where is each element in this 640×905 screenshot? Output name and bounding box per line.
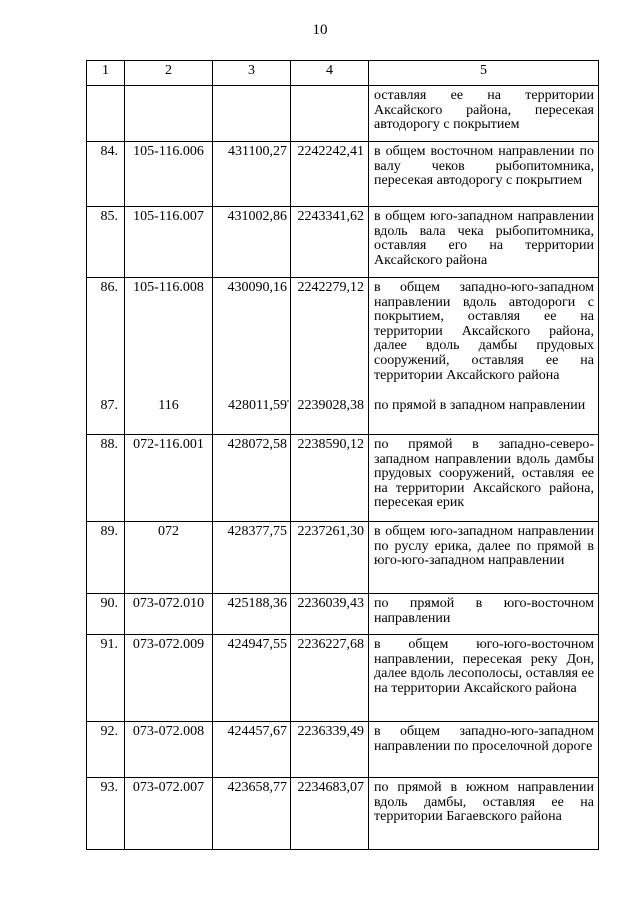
coord-x <box>213 86 291 142</box>
coord-x: 428011,59 <box>213 396 291 435</box>
table-row <box>87 522 599 594</box>
point-number: 86. <box>87 278 125 396</box>
point-code: 073-072.007 <box>125 778 213 850</box>
table-row <box>87 594 599 635</box>
header-col-2: 2 <box>125 61 213 86</box>
coord-x: 423658,77 <box>213 778 291 850</box>
point-code: 105-116.006 <box>125 142 213 207</box>
point-code <box>125 86 213 142</box>
point-code: 105-116.008 <box>125 278 213 396</box>
coord-y: 2236227,68 <box>291 635 369 722</box>
point-code: 105-116.007 <box>125 207 213 278</box>
point-number: 93. <box>87 778 125 850</box>
point-number: 84. <box>87 142 125 207</box>
route-description: в общем западно-юго-западном направлении по проселочной дороге <box>369 722 599 778</box>
coord-x: 431002,86 <box>213 207 291 278</box>
header-col-1: 1 <box>87 61 125 86</box>
header-col-4: 4 <box>291 61 369 86</box>
coord-x: 424457,67 <box>213 722 291 778</box>
point-number: 90. <box>87 594 125 635</box>
point-code: 073-072.010 <box>125 594 213 635</box>
coord-y: 2239028,38 <box>291 396 369 435</box>
point-number <box>87 86 125 142</box>
coord-x: 430090,16 <box>213 278 291 396</box>
coord-x: 431100,27 <box>213 142 291 207</box>
point-code: 072-116.001 <box>125 435 213 522</box>
point-code: 116 <box>125 396 213 435</box>
table-row <box>87 722 599 778</box>
route-description: в общем юго-юго-восточном направлении, пересекая реку Дон, далее вдоль лесополосы, оставляя ее на территории Аксайского района <box>369 635 599 722</box>
point-number: 85. <box>87 207 125 278</box>
table-row <box>87 435 599 522</box>
point-number: 88. <box>87 435 125 522</box>
coord-y: 2236039,43 <box>291 594 369 635</box>
table-row <box>87 396 599 435</box>
route-description: в общем западно-юго-западном направлении вдоль автодороги с покрытием, оставляя ее на территории Аксайского района, далее вдоль дамбы прудовых сооружений, оставляя ее на территории Аксайского района <box>369 278 599 396</box>
header-col-3: 3 <box>213 61 291 86</box>
coord-x: 428377,75 <box>213 522 291 594</box>
coord-y <box>291 86 369 142</box>
route-description: по прямой в юго-восточном направлении <box>369 594 599 635</box>
coord-x: 428072,58 <box>213 435 291 522</box>
coord-y: 2237261,30 <box>291 522 369 594</box>
point-code: 073-072.008 <box>125 722 213 778</box>
route-description: в общем юго-западном направлении по руслу ерика, далее по прямой в юго-юго-западном направлении <box>369 522 599 594</box>
route-description: по прямой в западном направлении <box>369 396 599 435</box>
coord-y: 2238590,12 <box>291 435 369 522</box>
point-code: 073-072.009 <box>125 635 213 722</box>
table-row <box>87 86 599 142</box>
coord-y: 2242279,12 <box>291 278 369 396</box>
route-description: по прямой в западно-северо-западном направлении вдоль дамбы прудовых сооружений, оставляя ее на территории Аксайского района, пересекая ерик <box>369 435 599 522</box>
coord-y: 2242242,41 <box>291 142 369 207</box>
coord-x: 424947,55 <box>213 635 291 722</box>
point-number: 92. <box>87 722 125 778</box>
coord-y: 2234683,07 <box>291 778 369 850</box>
point-code: 072 <box>125 522 213 594</box>
route-description: оставляя ее на территории Аксайского района, пересекая автодорогу с покрытием <box>369 86 599 142</box>
boundary-description-table <box>86 60 599 850</box>
table-row <box>87 278 599 396</box>
scan-speck <box>287 400 289 402</box>
point-number: 91. <box>87 635 125 722</box>
table-header-row <box>87 61 599 86</box>
route-description: в общем юго-западном направлении вдоль вала чека рыбопитомника, оставляя его на территории Аксайского района <box>369 207 599 278</box>
point-number: 87. <box>87 396 125 435</box>
coord-y: 2243341,62 <box>291 207 369 278</box>
table-row <box>87 207 599 278</box>
route-description: в общем восточном направлении по валу чеков рыбопитомника, пересекая автодорогу с покрытием <box>369 142 599 207</box>
table-row <box>87 778 599 850</box>
coord-x: 425188,36 <box>213 594 291 635</box>
table-row <box>87 635 599 722</box>
page-number: 10 <box>312 22 328 38</box>
table-row <box>87 142 599 207</box>
point-number: 89. <box>87 522 125 594</box>
header-col-5: 5 <box>369 61 599 86</box>
coord-y: 2236339,49 <box>291 722 369 778</box>
route-description: по прямой в южном направлении вдоль дамбы, оставляя ее на территории Багаевского района <box>369 778 599 850</box>
